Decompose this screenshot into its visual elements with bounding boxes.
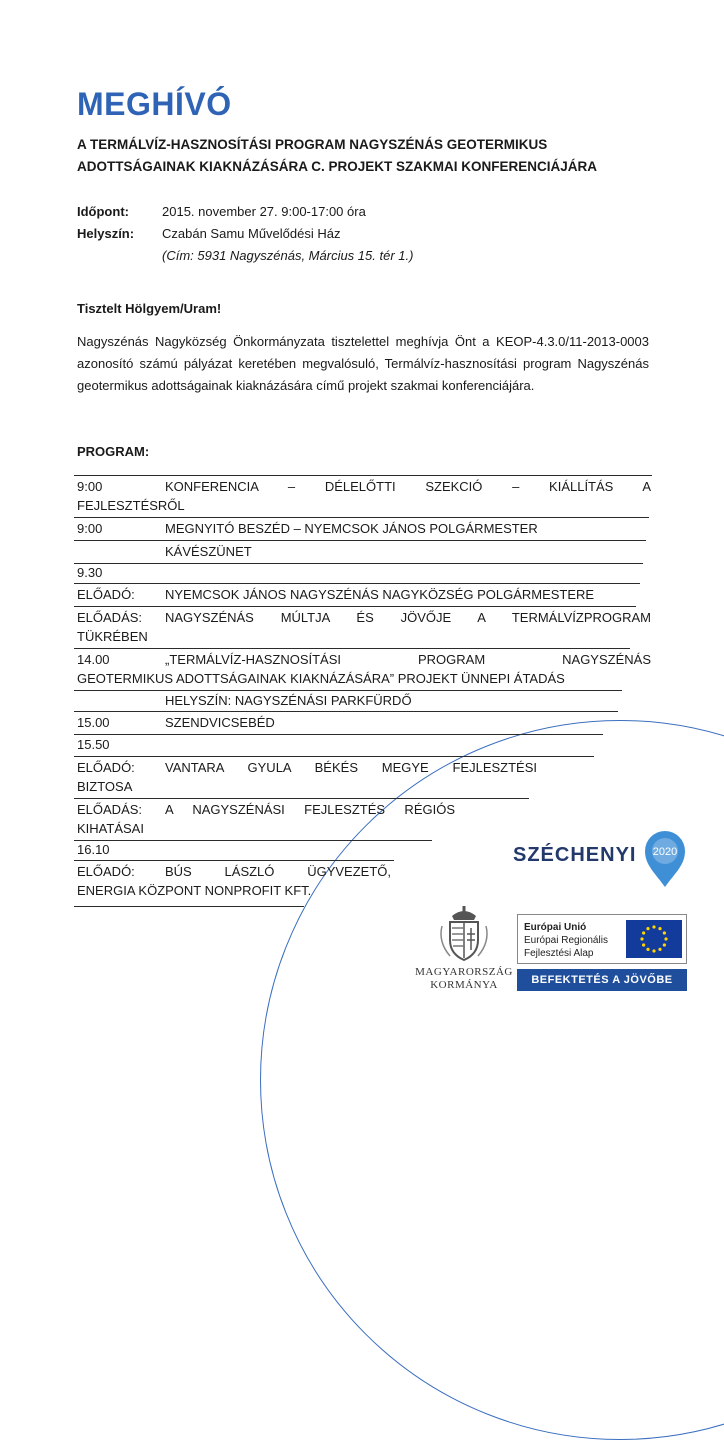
- eu-star-icon: [652, 925, 655, 928]
- program-desc: HELYSZÍN: NAGYSZÉNÁSI PARKFÜRDŐ: [165, 693, 412, 708]
- program-label: ELŐADÓ:: [77, 760, 135, 775]
- program-time: 16.10: [77, 842, 110, 857]
- eu-star-icon: [646, 927, 649, 930]
- intro-paragraph: Nagyszénás Nagyközség Önkormányzata tisztelettel meghívja Önt a KEOP-4.3.0/11-2013-0003 azonosító számú pályázat keretében megvalósuló, Termálvíz-hasznosítási program Nagyszénás geotermikus adottságainak kiaknázására című projekt szakmai konferenciájára.: [77, 334, 649, 393]
- greeting: Tisztelt Hölgyem/Uram!: [77, 301, 222, 316]
- time-row: [77, 201, 413, 223]
- eu-star-icon: [652, 949, 655, 952]
- eu-star-icon: [664, 937, 667, 940]
- subtitle-line-1: A TERMÁLVÍZ-HASZNOSÍTÁSI PROGRAM NAGYSZÉNÁS GEOTERMIKUS: [77, 137, 548, 152]
- szechenyi-year: 2020: [652, 846, 678, 858]
- program-desc: NYEMCSOK JÁNOS NAGYSZÉNÁS NAGYKÖZSÉG POLGÁRMESTERE: [165, 587, 595, 602]
- program-time: 15.00: [77, 715, 110, 730]
- program-time: 15.50: [77, 737, 110, 752]
- gov-line-2: KORMÁNYA: [430, 979, 498, 991]
- time-label: Időpont:: [77, 204, 129, 219]
- eu-star-icon: [663, 931, 666, 934]
- eu-text: [524, 921, 608, 960]
- row-divider: [74, 475, 652, 476]
- row-divider: [74, 711, 618, 712]
- coat-of-arms-icon: [436, 906, 492, 964]
- befektetes-banner: BEFEKTETÉS A JÖVŐBE: [517, 969, 687, 991]
- eu-star-icon: [642, 931, 645, 934]
- eu-flag-icon: [626, 920, 682, 958]
- program-desc-cont: ENERGIA KÖZPONT NONPROFIT KFT.: [77, 883, 312, 898]
- eu-line-2: Európai Regionális: [524, 935, 608, 946]
- eu-logo: [517, 914, 687, 964]
- time-value: 2015. november 27. 9:00-17:00 óra: [162, 204, 366, 219]
- page-title: MEGHÍVÓ: [77, 86, 232, 122]
- program-label: ELŐADÓ:: [77, 864, 135, 879]
- program-label: ELŐADÁS:: [77, 802, 143, 817]
- program-desc: „TERMÁLVÍZ-HASZNOSÍTÁSI PROGRAM NAGYSZÉNÁS: [165, 652, 651, 667]
- eu-line-1: Európai Unió: [524, 922, 587, 933]
- program-label: ELŐADÁS:: [77, 610, 143, 625]
- program-desc: A NAGYSZÉNÁSI FEJLESZTÉS RÉGIÓS: [165, 802, 455, 817]
- eu-star-icon: [640, 937, 643, 940]
- eu-star-icon: [663, 943, 666, 946]
- row-divider: [74, 734, 603, 735]
- program-time: 9.30: [77, 565, 103, 580]
- program-desc: SZENDVICSEBÉD: [165, 715, 275, 730]
- program-desc: KONFERENCIA – DÉLELŐTTI SZEKCIÓ – KIÁLLÍTÁS A: [165, 479, 651, 494]
- program-desc: NAGYSZÉNÁS MÚLTJA ÉS JÖVŐJE A TERMÁLVÍZPROGRAM: [165, 610, 651, 625]
- row-divider: [74, 648, 630, 649]
- row-divider: [74, 906, 304, 907]
- eu-star-icon: [658, 927, 661, 930]
- gov-line-1: MAGYARORSZÁG: [415, 966, 513, 978]
- place-row: [77, 223, 413, 245]
- row-divider: [74, 540, 646, 541]
- page-subtitle: [77, 134, 657, 178]
- place-label: Helyszín:: [77, 226, 135, 241]
- place-value: Czabán Samu Művelődési Ház: [162, 226, 341, 241]
- row-divider: [74, 756, 594, 757]
- program-desc-cont: FEJLESZTÉSRŐL: [77, 498, 185, 513]
- program-desc: BÚS LÁSZLÓ ÜGYVEZETŐ,: [165, 864, 391, 879]
- program-time: 9:00: [77, 521, 103, 536]
- program-desc: MEGNYITÓ BESZÉD – NYEMCSOK JÁNOS POLGÁRMESTER: [165, 521, 538, 536]
- program-desc: VANTARA GYULA BÉKÉS MEGYE FEJLESZTÉSI: [165, 760, 537, 775]
- event-info: [77, 201, 413, 267]
- eu-star-icon: [642, 943, 645, 946]
- program-label: ELŐADÓ:: [77, 587, 135, 602]
- decorative-arc: [260, 720, 724, 1440]
- program-title: PROGRAM:: [77, 444, 150, 459]
- program-desc: KÁVÉSZÜNET: [165, 544, 252, 559]
- location-pin-icon: [641, 829, 689, 889]
- government-logo-text: [414, 966, 514, 992]
- program-desc-cont: TÜKRÉBEN: [77, 629, 148, 644]
- szechenyi-2020-logo: [513, 829, 688, 889]
- program-time: 14.00: [77, 652, 110, 667]
- program-desc-cont: KIHATÁSAI: [77, 821, 144, 836]
- program-desc-cont: GEOTERMIKUS ADOTTSÁGAINAK KIAKNÁZÁSÁRA” PROJEKT ÜNNEPI ÁTADÁS: [77, 671, 565, 686]
- row-divider: [74, 798, 529, 799]
- eu-line-3: Fejlesztési Alap: [524, 948, 594, 959]
- row-divider: [74, 606, 636, 607]
- row-divider: [74, 517, 649, 518]
- row-divider: [74, 840, 432, 841]
- szechenyi-text: SZÉCHENYI: [513, 844, 637, 866]
- row-divider: [74, 583, 640, 584]
- subtitle-line-2: ADOTTSÁGAINAK KIAKNÁZÁSÁRA C. PROJEKT SZAKMAI KONFERENCIÁJÁRA: [77, 159, 598, 174]
- program-time: 9:00: [77, 479, 103, 494]
- eu-star-icon: [658, 948, 661, 951]
- address-value: (Cím: 5931 Nagyszénás, Március 15. tér 1.): [162, 248, 414, 263]
- program-desc-cont: BIZTOSA: [77, 779, 133, 794]
- row-divider: [74, 860, 394, 861]
- eu-star-icon: [646, 948, 649, 951]
- row-divider: [74, 563, 643, 564]
- address-row: [77, 245, 413, 267]
